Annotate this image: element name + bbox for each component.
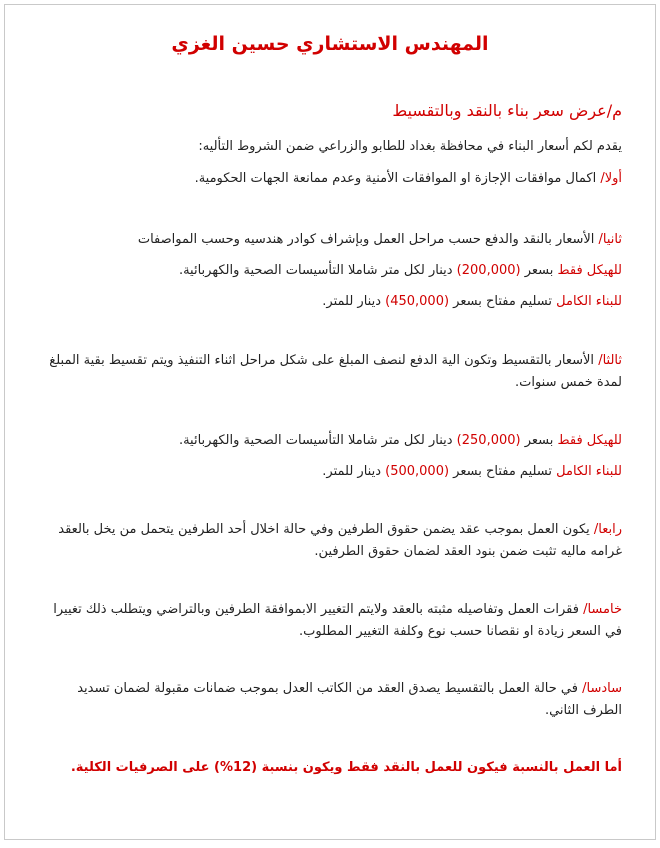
installment-full-pre: تسليم مفتاح بسعر xyxy=(449,464,557,479)
cash-skeleton-price-line xyxy=(38,260,622,282)
offer-heading: م/عرض سعر بناء بالنقد وبالتقسيط xyxy=(392,101,622,120)
installment-full-post: دينار للمتر. xyxy=(322,464,386,479)
clause-fourth-text: يكون العمل بموجب عقد يضمن حقوق الطرفين وفي حالة اخلال أحد الطرفين يتحمل من يخل بالعقد غرامه ماليه تثبت ضمن بنود العقد لضمان حقوق الطرفين. xyxy=(58,522,622,559)
clause-third-text: الأسعار بالتقسيط وتكون الية الدفع لنصف المبلغ على شكل مراحل اثناء التنفيذ ويتم تقسيط بقية المبلغ لمدة خمس سنوات. xyxy=(49,353,622,390)
clause-sixth-text: في حالة العمل بالتقسيط يصدق العقد من الكاتب العدل بموجب ضمانات مقبولة لضمان تسديد الطرف الثاني. xyxy=(77,681,622,718)
clause-third-label: ثالثا/ xyxy=(598,353,622,368)
clause-second xyxy=(38,229,622,251)
installment-skeleton-pre: بسعر xyxy=(520,433,558,448)
installment-full-price: (500,000) xyxy=(385,464,450,479)
clause-second-label: ثانيا/ xyxy=(598,232,622,247)
clause-first-text: اكمال موافقات الإجازة او الموافقات الأمنية وعدم ممانعة الجهات الحكومية. xyxy=(194,171,601,186)
intro-text: يقدم لكم أسعار البناء في محافظة بغداد للطابو والزراعي ضمن الشروط التأليه: xyxy=(198,139,622,154)
cash-full-label: للبناء الكامل xyxy=(556,294,622,309)
clause-second-text: الأسعار بالنقد والدفع حسب مراحل العمل وبإشراف كوادر هندسيه وحسب المواصفات xyxy=(137,232,599,247)
clause-fifth-text: فقرات العمل وتفاصيله مثبته بالعقد ولايتم التغيير الابموافقة الطرفين وبالتراضي ويتطلب ذلك تغييرا في السعر زيادة او نقصانا حسب نوع وكلفة التغيير المطلوب. xyxy=(53,602,622,639)
cash-skeleton-price: (200,000) xyxy=(456,263,521,278)
clause-fifth xyxy=(38,599,622,643)
cash-full-post: دينار للمتر. xyxy=(322,294,386,309)
installment-full-label: للبناء الكامل xyxy=(556,464,622,479)
clause-sixth-label: سادسا/ xyxy=(582,681,622,696)
installment-skeleton-label: للهيكل فقط xyxy=(557,433,622,448)
intro-line xyxy=(38,136,622,158)
cash-skeleton-post: دينار لكل متر شاملا التأسيسات الصحية والكهربائية. xyxy=(178,263,457,278)
clause-fifth-label: خامسا/ xyxy=(583,602,622,617)
clause-third xyxy=(38,350,622,394)
cash-skeleton-label: للهيكل فقط xyxy=(557,263,622,278)
page-title: المهندس الاستشاري حسين الغزي xyxy=(171,33,489,55)
cash-full-price-line xyxy=(38,291,622,313)
final-note: أما العمل بالنسبة فيكون للعمل بالنقد فقط ويكون بنسبة (12%) على الصرفيات الكلية. xyxy=(70,760,622,775)
installment-skeleton-price-line xyxy=(38,430,622,452)
cash-skeleton-pre: بسعر xyxy=(520,263,558,278)
clause-sixth xyxy=(38,678,622,722)
cash-full-price: (450,000) xyxy=(385,294,450,309)
clause-first-label: أولا/ xyxy=(600,171,622,186)
clause-fourth xyxy=(38,519,622,563)
installment-skeleton-post: دينار لكل متر شاملا التأسيسات الصحية والكهربائية. xyxy=(178,433,457,448)
cash-full-pre: تسليم مفتاح بسعر xyxy=(449,294,557,309)
clause-first xyxy=(38,168,622,190)
installment-full-price-line xyxy=(38,461,622,483)
document-page xyxy=(4,4,656,840)
installment-skeleton-price: (250,000) xyxy=(456,433,521,448)
clause-fourth-label: رابعا/ xyxy=(593,522,622,537)
